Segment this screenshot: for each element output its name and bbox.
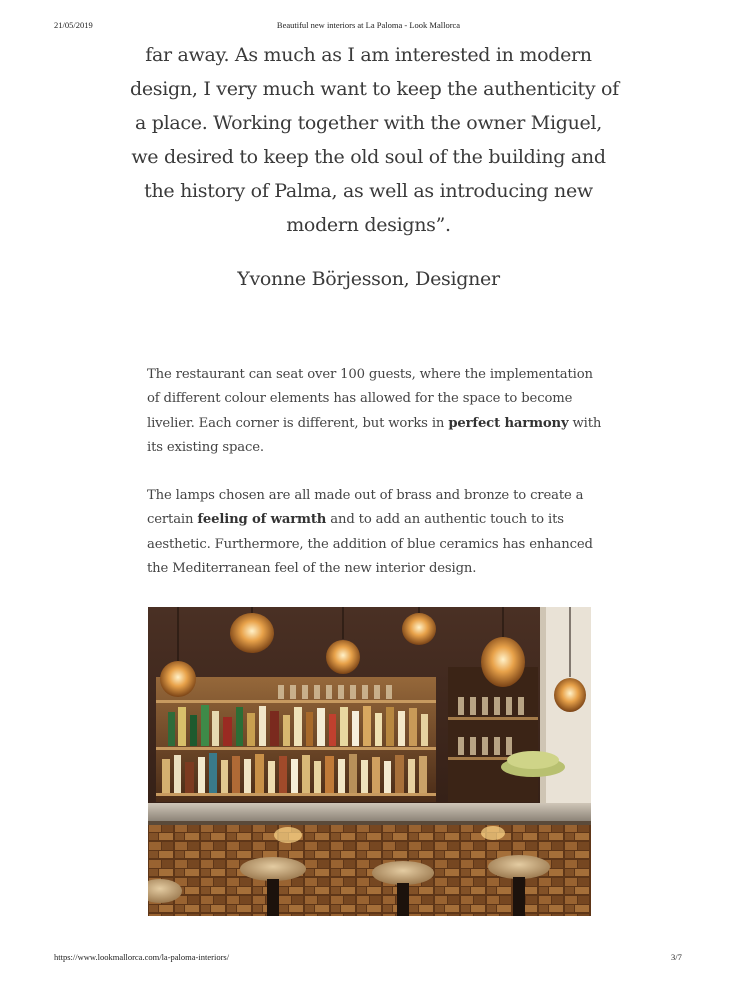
bar-interior-photo xyxy=(148,607,591,916)
paragraph-line: of different colour elements has allowed for the space to become xyxy=(147,391,573,407)
text-run: certain xyxy=(147,512,198,528)
paragraph-line: The lamps chosen are all made out of brass and bronze to create a xyxy=(147,488,584,503)
bold-phrase: feeling of warmth xyxy=(197,512,327,528)
paragraph-seating xyxy=(147,363,602,460)
paragraph-line xyxy=(147,508,597,532)
quote-author: Yvonne Börjesson, Designer xyxy=(237,268,500,290)
quote-line: design, I very much want to keep the authenticity of xyxy=(130,78,619,100)
quote-line: the history of Palma, as well as introducing new xyxy=(144,180,593,202)
paragraph-line: the Mediterranean feel of the new interior design. xyxy=(147,560,477,576)
paragraph-lamps xyxy=(147,484,597,581)
designer-quote xyxy=(130,38,619,242)
quote-line: far away. As much as I am interested in modern xyxy=(145,44,592,66)
paragraph-line: aesthetic. Furthermore, the addition of blue ceramics has enhanced xyxy=(147,536,593,552)
paragraph-line xyxy=(147,412,602,436)
text-run: livelier. Each corner is different, but works in xyxy=(147,415,449,431)
paragraph-line: The restaurant can seat over 100 guests, where the implementation xyxy=(147,367,593,382)
quote-line: a place. Working together with the owner Miguel, xyxy=(134,112,602,134)
paragraph-line: its existing space. xyxy=(147,439,264,455)
bold-phrase: perfect harmony xyxy=(448,415,569,431)
quote-line: modern designs”. xyxy=(286,214,451,236)
page-url: https://www.lookmallorca.com/la-paloma-interiors/ xyxy=(54,952,230,962)
text-run: and to add an authentic touch to its xyxy=(326,512,564,528)
bar-photo-illustration xyxy=(148,607,591,916)
print-header xyxy=(0,20,737,34)
quote-line: we desired to keep the old soul of the building and xyxy=(131,146,606,168)
print-page-title: Beautiful new interiors at La Paloma - Look Mallorca xyxy=(276,20,461,30)
text-run: with xyxy=(568,415,602,431)
page-number: 3/7 xyxy=(671,952,682,962)
print-date: 21/05/2019 xyxy=(54,20,93,30)
